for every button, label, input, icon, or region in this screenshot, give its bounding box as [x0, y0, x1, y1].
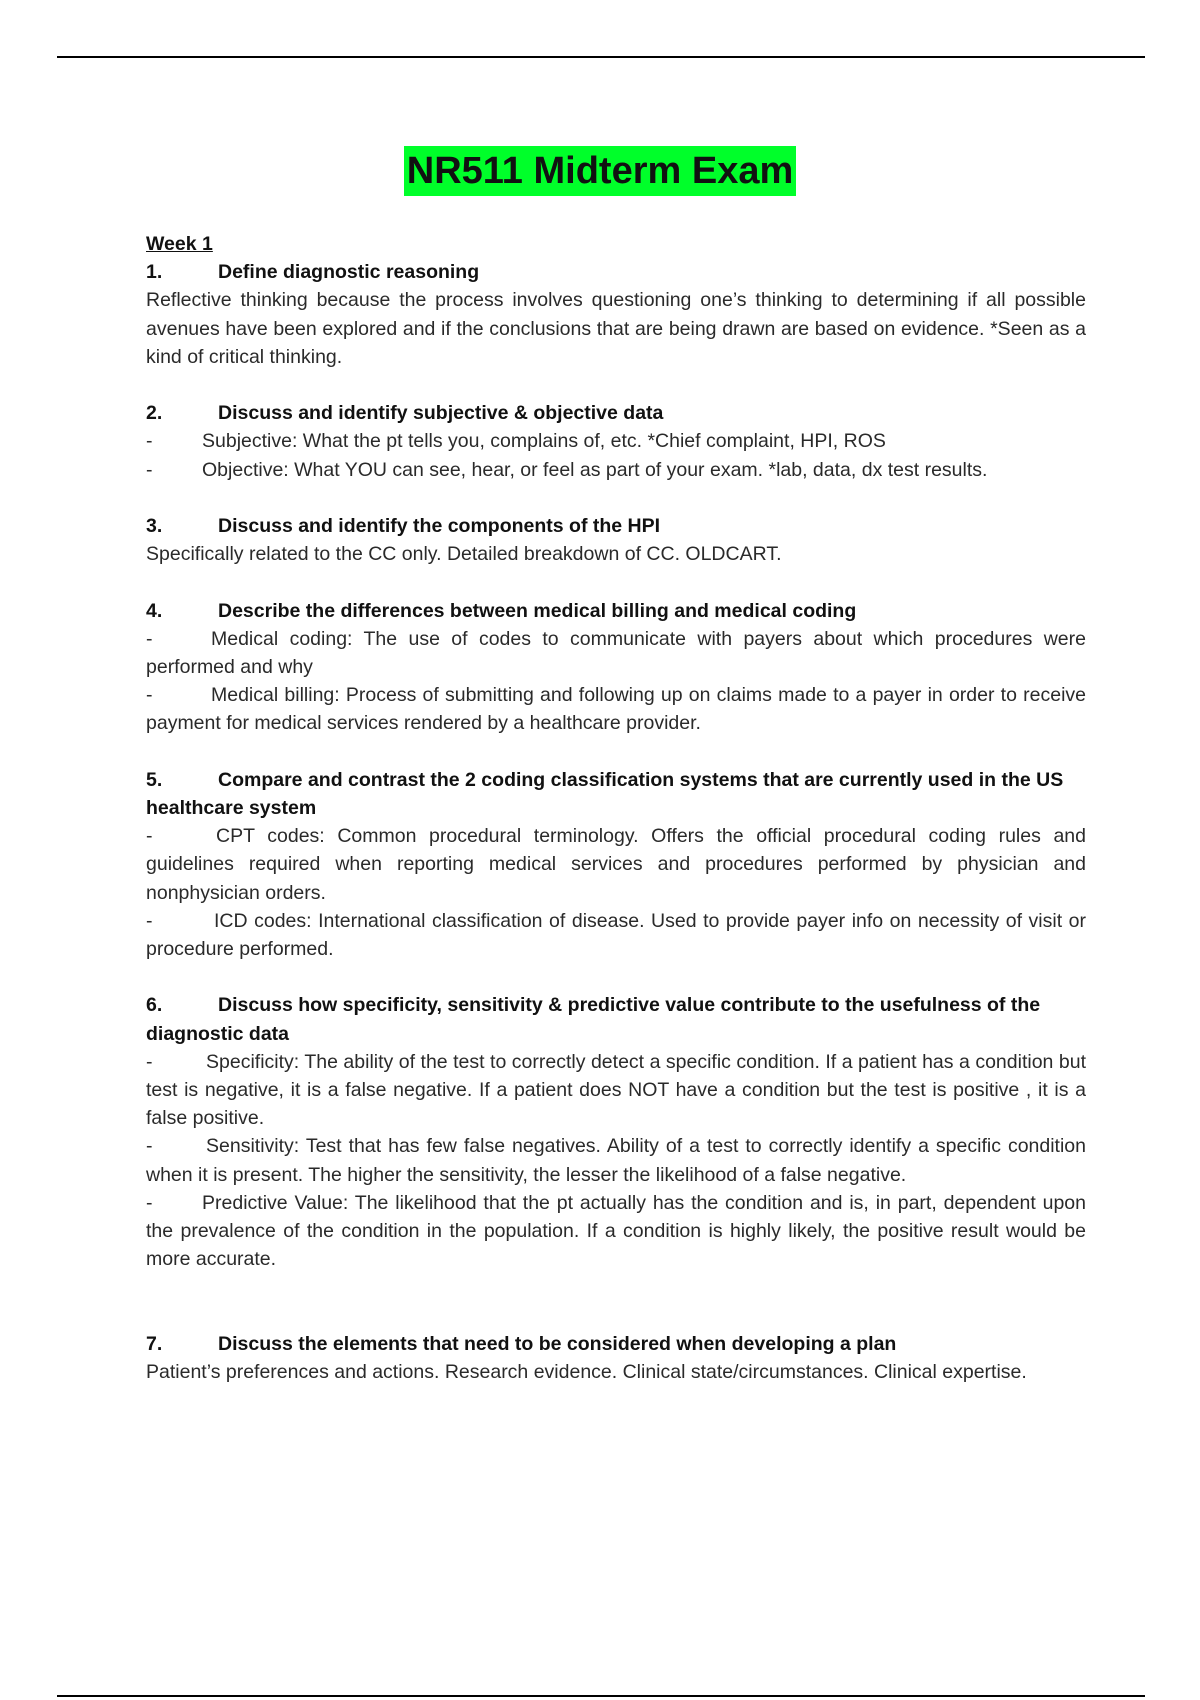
bullet-dash: -	[146, 825, 153, 848]
question-6-heading	[146, 991, 1086, 1047]
question-4-heading	[146, 597, 1086, 625]
question-number: 3.	[146, 515, 163, 537]
bullet-dash: -	[146, 684, 153, 707]
bullet-dash: -	[146, 627, 153, 650]
question-number: 2.	[146, 402, 163, 425]
bullet-text: Specificity: The ability of the test to correctly detect a specific condition. If a patient has a condition but test is negative, it is a false negative. If a patient does NOT have a condition but the test is positive , it is a false positive.	[146, 1050, 1086, 1130]
bullet-dash: -	[146, 458, 153, 481]
question-text: Discuss and identify the components of the HPI	[218, 515, 661, 537]
answer-6-bullet-1	[146, 1048, 1086, 1133]
answer-5-bullet-1	[146, 822, 1086, 907]
top-rule	[57, 56, 1145, 58]
bullet-text: Objective: What YOU can see, hear, or feel as part of your exam. *lab, data, dx test results.	[202, 458, 988, 481]
title-container	[0, 146, 1200, 196]
answer-6-bullet-3	[146, 1189, 1086, 1274]
bottom-rule	[57, 1695, 1145, 1697]
bullet-text: Sensitivity: Test that has few false negatives. Ability of a test to correctly identify a specific condition when it is present. The higher the sensitivity, the lesser the likelihood of a false negative.	[146, 1135, 1086, 1186]
answer-1: Reflective thinking because the process involves questioning one’s thinking to determining if all possible avenues have been explored and if the conclusions that are being drawn are based on evidence. *Seen as a kind of critical thinking.	[146, 289, 1086, 368]
answer-7: Patient’s preferences and actions. Research evidence. Clinical state/circumstances. Clinical expertise.	[146, 1361, 1027, 1384]
bullet-dash: -	[146, 1050, 153, 1073]
answer-6-bullet-2	[146, 1132, 1086, 1188]
bullet-dash: -	[146, 1135, 153, 1158]
answer-2-bullet-1	[146, 427, 1086, 455]
bullet-text: Predictive Value: The likelihood that the pt actually has the condition and is, in part, dependent upon the prevalence of the condition in the population. If a condition is highly likely, the positive result would be more accurate.	[146, 1191, 1086, 1271]
question-5-heading	[146, 766, 1086, 822]
question-text: Discuss the elements that need to be considered when developing a plan	[218, 1332, 897, 1355]
question-2-heading	[146, 399, 1086, 427]
question-text: Compare and contrast the 2 coding classification systems that are currently used in the US healthcare system	[146, 768, 1064, 819]
bullet-dash: -	[146, 1191, 153, 1214]
document-title: NR511 Midterm Exam	[404, 146, 797, 196]
week-heading: Week 1	[146, 233, 213, 255]
bullet-text: ICD codes: International classification of disease. Used to provide payer info on necessity of visit or procedure performed.	[146, 909, 1086, 961]
bullet-text: CPT codes: Common procedural terminology. Offers the official procedural coding rules and guidelines required when reporting medical services and procedures performed by physician and nonphysician orders.	[146, 825, 1086, 904]
answer-4-bullet-2	[146, 681, 1086, 737]
question-number: 5.	[146, 768, 163, 791]
question-text: Describe the differences between medical billing and medical coding	[218, 599, 857, 622]
answer-5-bullet-2	[146, 907, 1086, 963]
bullet-text: Subjective: What the pt tells you, complains of, etc. *Chief complaint, HPI, ROS	[202, 430, 886, 453]
document-body	[146, 230, 1086, 1386]
question-1-heading	[146, 258, 1086, 286]
bullet-dash: -	[146, 430, 153, 453]
question-number: 1.	[146, 261, 163, 284]
bullet-text: Medical coding: The use of codes to communicate with payers about which procedures were performed and why	[146, 627, 1086, 678]
question-7-heading	[146, 1330, 1086, 1358]
question-text: Define diagnostic reasoning	[218, 261, 480, 284]
question-text: Discuss how specificity, sensitivity & predictive value contribute to the usefulness of the diagnostic data	[146, 994, 1041, 1045]
question-number: 7.	[146, 1332, 163, 1355]
question-3-heading	[146, 512, 1086, 540]
answer-2-bullet-2	[146, 456, 1086, 484]
answer-3: Specifically related to the CC only. Detailed breakdown of CC. OLDCART.	[146, 543, 782, 566]
bullet-dash: -	[146, 909, 153, 932]
bullet-text: Medical billing: Process of submitting and following up on claims made to a payer in order to receive payment for medical services rendered by a healthcare provider.	[146, 684, 1086, 735]
question-text: Discuss and identify subjective & objective data	[218, 402, 664, 425]
question-number: 4.	[146, 599, 163, 622]
question-number: 6.	[146, 994, 163, 1017]
answer-4-bullet-1	[146, 625, 1086, 681]
